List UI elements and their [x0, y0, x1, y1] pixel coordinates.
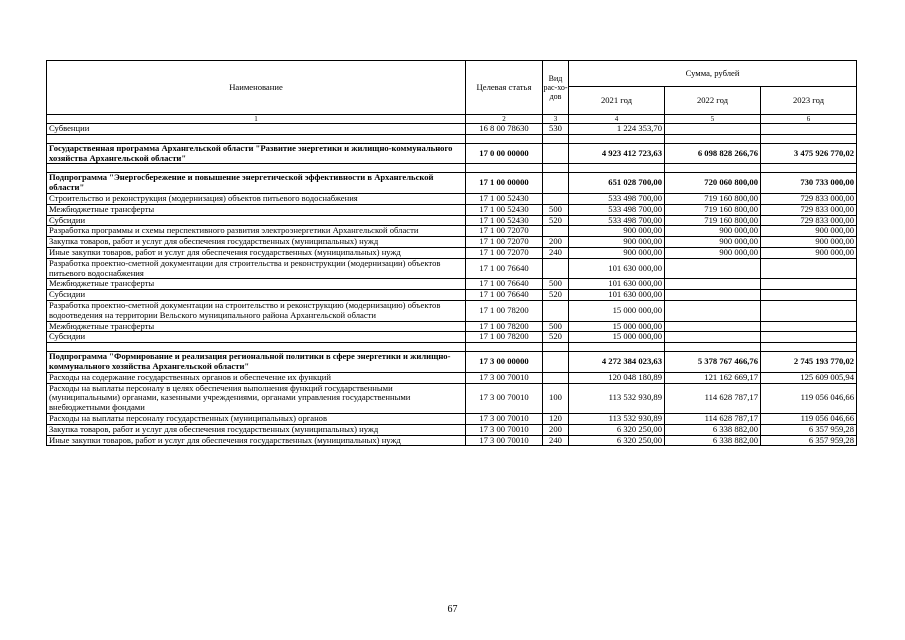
row-target-article: 17 0 00 00000: [466, 143, 543, 164]
row-sum-2022: [665, 290, 761, 301]
row-name: Государственная программа Архангельской области "Развитие энергетики и жилищно-коммунального хозяйства Архангельской области": [47, 143, 466, 164]
header-name: Наименование: [47, 61, 466, 115]
row-sum-2022: 6 098 828 266,76: [665, 143, 761, 164]
table-row: [47, 215, 857, 226]
row-sum-2022: 5 378 767 466,76: [665, 352, 761, 373]
row-sum-2021: 101 630 000,00: [569, 290, 665, 301]
column-number: 4: [569, 115, 665, 124]
column-number: 1: [47, 115, 466, 124]
row-sum-2022: 900 000,00: [665, 247, 761, 258]
row-sum-2021: 651 028 700,00: [569, 173, 665, 194]
table-row: [47, 204, 857, 215]
page-number: 67: [447, 604, 458, 615]
row-expense-kind: [543, 143, 569, 164]
row-expense-kind: 500: [543, 279, 569, 290]
row-name: Субсидии: [47, 290, 466, 301]
row-expense-kind: 100: [543, 383, 569, 413]
row-name: Расходы на выплаты персоналу государственных (муниципальных) органов: [47, 413, 466, 424]
row-name: Расходы на выплаты персоналу в целях обеспечения выполнения функций государственными (муниципальными) органами, казенными учреждениями, органами управления государственными внебюджетными фондами: [47, 383, 466, 413]
row-expense-kind: 530: [543, 124, 569, 135]
table-row: [47, 193, 857, 204]
table-row: [47, 173, 857, 194]
row-sum-2023: 6 357 959,28: [761, 435, 857, 446]
row-name: Закупка товаров, работ и услуг для обеспечения государственных (муниципальных) нужд: [47, 237, 466, 248]
header-target-article: Целевая статья: [466, 61, 543, 115]
row-name: Иные закупки товаров, работ и услуг для обеспечения государственных (муниципальных) нужд: [47, 247, 466, 258]
row-sum-2022: 900 000,00: [665, 237, 761, 248]
row-expense-kind: 240: [543, 435, 569, 446]
row-expense-kind: 200: [543, 237, 569, 248]
column-number: 2: [466, 115, 543, 124]
column-number: 3: [543, 115, 569, 124]
row-name: Субсидии: [47, 332, 466, 343]
row-sum-2022: 719 160 800,00: [665, 204, 761, 215]
row-sum-2023: 729 833 000,00: [761, 215, 857, 226]
table-row: [47, 321, 857, 332]
row-sum-2022: 114 628 787,17: [665, 383, 761, 413]
row-sum-2022: 6 338 882,00: [665, 424, 761, 435]
row-sum-2023: 125 609 005,94: [761, 372, 857, 383]
header-year-2021: 2021 год: [569, 87, 665, 115]
table-row: [47, 143, 857, 164]
row-target-article: 16 8 00 78630: [466, 124, 543, 135]
header-sum: Сумма, рублей: [569, 61, 857, 87]
row-sum-2021: 533 498 700,00: [569, 204, 665, 215]
table-row: [47, 332, 857, 343]
row-target-article: 17 3 00 70010: [466, 383, 543, 413]
row-sum-2023: 729 833 000,00: [761, 204, 857, 215]
row-expense-kind: [543, 300, 569, 321]
row-name: Разработка программы и схемы перспективного развития электроэнергетики Архангельской области: [47, 226, 466, 237]
row-expense-kind: 200: [543, 424, 569, 435]
budget-table: [46, 60, 857, 446]
row-sum-2021: 1 224 353,70: [569, 124, 665, 135]
row-sum-2023: 900 000,00: [761, 226, 857, 237]
row-name: Строительство и реконструкция (модернизация) объектов питьевого водоснабжения: [47, 193, 466, 204]
row-name: Закупка товаров, работ и услуг для обеспечения государственных (муниципальных) нужд: [47, 424, 466, 435]
row-target-article: 17 1 00 76640: [466, 279, 543, 290]
row-name: Подпрограмма "Формирование и реализация региональной политики в сфере энергетики и жилищно-коммунального хозяйства Архангельской области": [47, 352, 466, 373]
row-expense-kind: 120: [543, 413, 569, 424]
column-number: 6: [761, 115, 857, 124]
table-row: [47, 237, 857, 248]
row-sum-2023: [761, 290, 857, 301]
table-row: [47, 352, 857, 373]
spacer-row: [47, 164, 857, 173]
row-sum-2023: [761, 279, 857, 290]
row-sum-2021: 6 320 250,00: [569, 424, 665, 435]
row-sum-2022: [665, 300, 761, 321]
row-sum-2022: 719 160 800,00: [665, 215, 761, 226]
row-target-article: 17 1 00 72070: [466, 247, 543, 258]
row-expense-kind: [543, 193, 569, 204]
row-name: Межбюджетные трансферты: [47, 279, 466, 290]
row-sum-2023: 730 733 000,00: [761, 173, 857, 194]
row-expense-kind: [543, 258, 569, 279]
row-sum-2021: 15 000 000,00: [569, 300, 665, 321]
row-expense-kind: 500: [543, 321, 569, 332]
spacer-row: [47, 134, 857, 143]
row-target-article: 17 1 00 72070: [466, 237, 543, 248]
row-sum-2021: 900 000,00: [569, 247, 665, 258]
row-sum-2023: [761, 124, 857, 135]
row-target-article: 17 1 00 78200: [466, 332, 543, 343]
row-sum-2023: [761, 332, 857, 343]
row-expense-kind: [543, 173, 569, 194]
row-sum-2021: 120 048 180,89: [569, 372, 665, 383]
row-target-article: 17 1 00 76640: [466, 290, 543, 301]
row-name: Межбюджетные трансферты: [47, 321, 466, 332]
row-sum-2021: 6 320 250,00: [569, 435, 665, 446]
row-sum-2023: 900 000,00: [761, 247, 857, 258]
row-sum-2023: [761, 258, 857, 279]
row-expense-kind: [543, 226, 569, 237]
row-name: Расходы на содержание государственных органов и обеспечение их функций: [47, 372, 466, 383]
row-sum-2021: 15 000 000,00: [569, 321, 665, 332]
table-row: [47, 124, 857, 135]
row-sum-2021: 533 498 700,00: [569, 193, 665, 204]
header-year-2022: 2022 год: [665, 87, 761, 115]
header-year-2023: 2023 год: [761, 87, 857, 115]
row-expense-kind: 240: [543, 247, 569, 258]
row-target-article: 17 3 00 70010: [466, 424, 543, 435]
row-sum-2023: 729 833 000,00: [761, 193, 857, 204]
row-sum-2021: 4 923 412 723,63: [569, 143, 665, 164]
row-sum-2022: 114 628 787,17: [665, 413, 761, 424]
row-name: Подпрограмма "Энергосбережение и повышение энергетической эффективности в Архангельской области": [47, 173, 466, 194]
row-sum-2022: [665, 124, 761, 135]
row-name: Разработка проектно-сметной документации на строительство и реконструкцию (модернизацию) объектов водоотведения на территории Вельского муниципального района Архангельской области: [47, 300, 466, 321]
row-target-article: 17 1 00 78200: [466, 321, 543, 332]
row-name: Иные закупки товаров, работ и услуг для обеспечения государственных (муниципальных) нужд: [47, 435, 466, 446]
table-row: [47, 413, 857, 424]
row-sum-2023: [761, 321, 857, 332]
row-sum-2023: 6 357 959,28: [761, 424, 857, 435]
table-row: [47, 247, 857, 258]
row-target-article: 17 1 00 52430: [466, 204, 543, 215]
row-sum-2021: 900 000,00: [569, 237, 665, 248]
row-sum-2023: 2 745 193 770,02: [761, 352, 857, 373]
table-row: [47, 424, 857, 435]
row-sum-2022: 719 160 800,00: [665, 193, 761, 204]
header-expense-kind: Вид рас-хо-дов: [543, 61, 569, 115]
row-expense-kind: [543, 352, 569, 373]
row-expense-kind: 500: [543, 204, 569, 215]
row-expense-kind: [543, 372, 569, 383]
table-body: [47, 124, 857, 446]
column-number: 5: [665, 115, 761, 124]
row-name: Субсидии: [47, 215, 466, 226]
row-name: Межбюджетные трансферты: [47, 204, 466, 215]
table-row: [47, 372, 857, 383]
row-sum-2023: 119 056 046,66: [761, 413, 857, 424]
row-sum-2022: 720 060 800,00: [665, 173, 761, 194]
row-sum-2021: 4 272 384 023,63: [569, 352, 665, 373]
row-sum-2021: 113 532 930,89: [569, 383, 665, 413]
table-row: [47, 300, 857, 321]
row-expense-kind: 520: [543, 215, 569, 226]
row-name: Разработка проектно-сметной документации для строительства и реконструкции (модернизации) объектов питьевого водоснабжения: [47, 258, 466, 279]
row-target-article: 17 3 00 70010: [466, 413, 543, 424]
row-sum-2021: 101 630 000,00: [569, 258, 665, 279]
row-sum-2021: 101 630 000,00: [569, 279, 665, 290]
row-sum-2022: [665, 321, 761, 332]
table-row: [47, 279, 857, 290]
table-row: [47, 258, 857, 279]
row-sum-2023: 900 000,00: [761, 237, 857, 248]
row-expense-kind: 520: [543, 290, 569, 301]
row-sum-2021: 900 000,00: [569, 226, 665, 237]
column-numbers-row: [47, 115, 857, 124]
row-sum-2023: 119 056 046,66: [761, 383, 857, 413]
row-target-article: 17 3 00 70010: [466, 435, 543, 446]
row-sum-2021: 533 498 700,00: [569, 215, 665, 226]
row-target-article: 17 1 00 52430: [466, 215, 543, 226]
row-sum-2022: 6 338 882,00: [665, 435, 761, 446]
row-sum-2021: 15 000 000,00: [569, 332, 665, 343]
table-row: [47, 435, 857, 446]
row-target-article: 17 1 00 78200: [466, 300, 543, 321]
spacer-row: [47, 343, 857, 352]
row-target-article: 17 1 00 00000: [466, 173, 543, 194]
row-sum-2021: 113 532 930,89: [569, 413, 665, 424]
row-sum-2023: 3 475 926 770,02: [761, 143, 857, 164]
row-sum-2023: [761, 300, 857, 321]
row-target-article: 17 3 00 70010: [466, 372, 543, 383]
row-target-article: 17 1 00 52430: [466, 193, 543, 204]
table-row: [47, 290, 857, 301]
row-target-article: 17 3 00 00000: [466, 352, 543, 373]
row-sum-2022: [665, 279, 761, 290]
row-expense-kind: 520: [543, 332, 569, 343]
row-sum-2022: [665, 332, 761, 343]
row-target-article: 17 1 00 72070: [466, 226, 543, 237]
row-sum-2022: 900 000,00: [665, 226, 761, 237]
row-sum-2022: [665, 258, 761, 279]
table-row: [47, 226, 857, 237]
row-target-article: 17 1 00 76640: [466, 258, 543, 279]
row-name: Субвенции: [47, 124, 466, 135]
row-sum-2022: 121 162 669,17: [665, 372, 761, 383]
table-row: [47, 383, 857, 413]
